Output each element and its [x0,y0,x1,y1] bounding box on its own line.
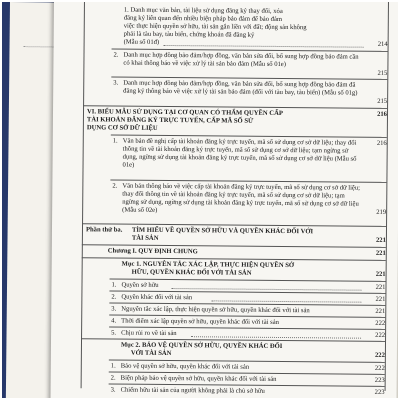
toc-entry-number: 3. [110,386,116,394]
section-heading: DỤNG CƠ SỞ DỮ LIỆU [86,124,158,132]
leader-dots [191,336,361,338]
table-right-border [385,2,389,391]
toc-entry-number: 2. [113,51,119,59]
subsection-heading: Mục 2. BẢO VỆ QUYỀN SỞ HỮU, QUYỀN KHÁC ĐỐI [120,341,283,351]
toc-entry-text: Quyền sở hữu [121,281,159,289]
section-heading: TÀI KHOẢN ĐĂNG KÝ TRỰC TUYẾN, CẤP MÃ SỐ SỬ [86,116,254,125]
toc-page-number: 219 [376,208,387,216]
toc-entry-number: 1. [111,281,117,289]
toc-entry-number: 1. [112,137,118,145]
toc-page-number: 214 [377,40,388,48]
part-title: TÀI SẢN [131,234,159,242]
toc-page-number: 222 [374,351,385,359]
subsection-heading: Mục 1. NGUYÊN TẮC XÁC LẬP, THỰC HIỆN QUYỀN SỞ [121,260,295,270]
toc-entry-text: Biện pháp bảo vệ quyền sở hữu, quyền khác đối với tài sản [120,374,277,383]
toc-entry-text: phải là tàu bay, tàu biển, chứng khoán đã đăng ký [123,30,255,39]
toc-entry-number: 2. [110,374,116,382]
toc-entry-text: Văn bản đề nghị cấp tài khoản đăng ký trực tuyến, mã số sử dụng cơ sở dữ liệu; thay đổi thông tin về tài khoản đăng ký trực tuyến, mã số sử dụng cơ sở dữ liệu; tạm ngừng sử dụng, ngừng sử dụng tài khoản đăng ký trực tuyến, mã số sử dụng cơ sở dữ liệu (Mẫu số 01e) [122,137,357,169]
toc-entry-text: Danh mục hợp đồng bảo đảm/hợp đồng, văn bản sửa đổi, bổ sung hợp đồng bảo đảm cần có khai thông báo về việc xử lý tài sản bảo đảm (Mẫu số 01e) [123,51,359,69]
toc-page-number: 221 [375,249,386,257]
photo-frame [2,2,398,398]
toc-page [50,2,398,398]
part-label: Phần thứ ba. [85,226,123,234]
toc-entry-text: đăng ký liên quan đến nhiều biện pháp bảo đảm để bảo đảm [123,14,283,23]
toc-page-number: 221 [375,283,386,291]
section-heading: VI. BIỂU MẪU SỬ DỤNG TẠI CƠ QUAN CÓ THẨM QUYỀN CẤP [86,108,283,118]
toc-entry-number: 1. [110,362,116,370]
toc-page-number: 221 [375,307,386,315]
part-title: TÌM HIỂU VỀ QUYỀN SỞ HỮU VÀ QUYỀN KHÁC ĐỐI VỚI [131,226,314,236]
toc-entry-text: Chịu rủi ro về tài sản [121,329,177,338]
toc-page-number: 222 [374,364,385,372]
toc-entry-number: 2. [112,182,118,190]
toc-entry-number: 5. [111,329,117,337]
toc-entry-text: Thời điểm xác lập quyền sở hữu, quyền khác đối với tài sản [121,317,279,326]
toc-page-number: 223 [374,388,385,396]
toc-entry-text: Danh mục hợp đồng bảo đảm/hợp đồng, văn bản sửa đổi, bổ sung hợp đồng bảo đảm đã đăng ký thông báo về việc xử lý tài sản bảo đảm (đối với tàu bay, tàu biển) (Mẫu số 01g) [123,79,358,97]
leader-dots [211,300,361,302]
table-left-border [81,2,85,388]
toc-entry-text: Chiếm hữu tài sản của người không phải là chủ sở hữu [120,386,265,395]
chapter-heading: Chương I. QUY ĐỊNH CHUNG [107,247,198,256]
toc-page-number: 221 [375,270,386,278]
toc-page-number: 215 [377,97,388,105]
toc-page-number: 216 [376,139,387,147]
toc-page-number: 221 [375,295,386,303]
toc-entry-text: 1. Danh mục văn bản, tài liệu sử dụng đăng ký thay đổi, xóa [123,6,283,15]
toc-entry-number: 4. [111,317,117,325]
toc-page-number: 222 [375,319,386,327]
toc-entry-number: 3. [113,79,119,87]
leader-dots [164,45,364,48]
toc-entry-number: 2. [111,293,117,301]
toc-entry-text: Nguyên tắc xác lập, thực hiện quyền sở hữu, quyền khác đối với tài sản [121,305,310,315]
toc-entry-number: 3. [111,305,117,313]
toc-page-number: 221 [375,236,386,244]
toc-page-number: 223 [374,376,385,384]
toc-entry-text: Bảo vệ quyền sở hữu, quyền khác đối với tài sản [120,362,250,371]
row-divider [82,223,386,227]
toc-entry-text: Quyền khác đối với tài sản [121,293,193,302]
subsection-heading: HỮU, QUYỀN KHÁC ĐỐI VỚI TÀI SẢN [131,268,252,277]
toc-page-number: 216 [377,110,388,118]
toc-entry-text: (Mẫu số 01đ) [123,38,160,46]
toc-entry-text: Văn bản thông báo về việc cấp tài khoản đăng ký trực tuyến, mã số sử dụng cơ sở dữ liệu; thay đổi thông tin về tài khoản đăng ký trực tuyến, mã số sử dụng cơ sở dữ liệu; tạm ngừng sử dụng, ngừng sử dụng tài khoản đăng ký trực tuyến, mã số sử dụng cơ sở dữ liệu (Mẫu số 02e) [122,182,361,214]
subsection-heading: VỚI TÀI SẢN [130,349,172,358]
toc-page-number: 222 [375,331,386,339]
toc-entry-text: việc thực hiện quyền sở hữu, tài sản gắn liền với đất; động sản không [123,22,307,32]
toc-page-number: 215 [377,69,388,77]
leader-dots [171,288,361,291]
